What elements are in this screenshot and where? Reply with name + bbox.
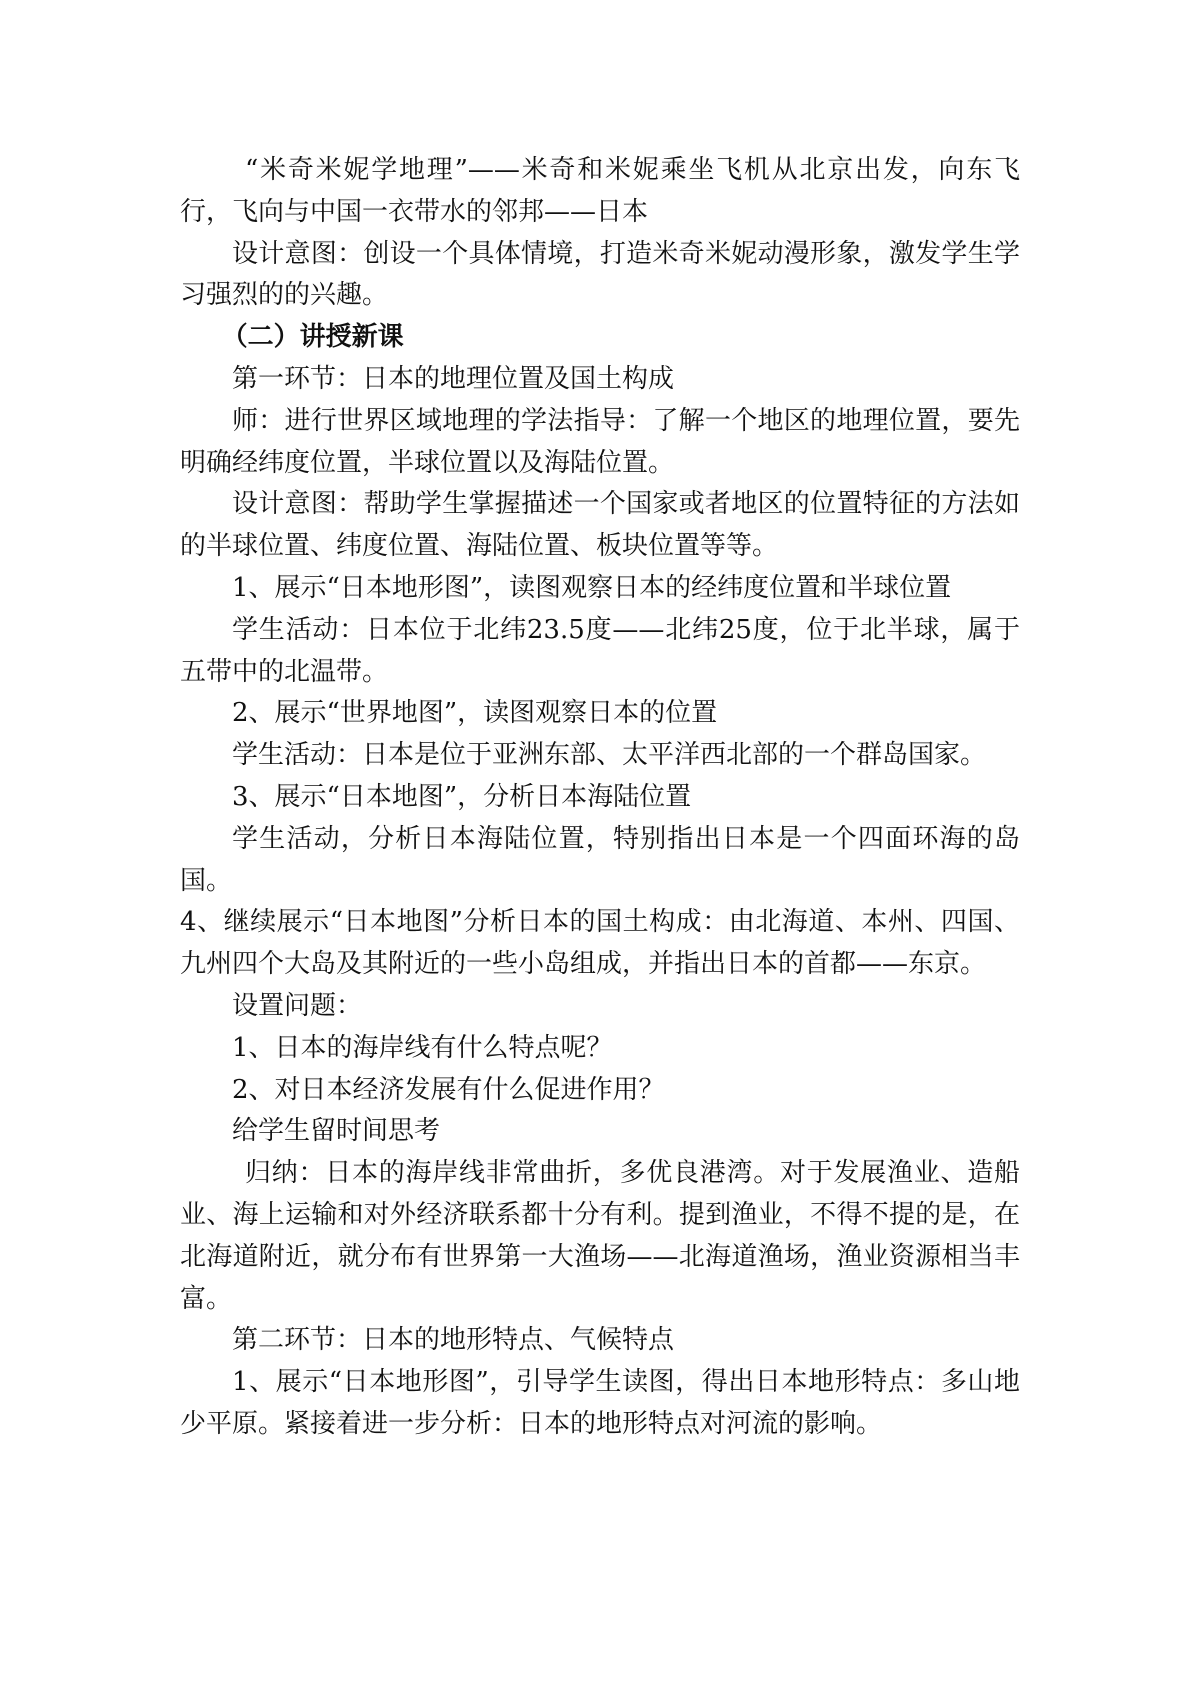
paragraph-questions-label: 设置问题：: [232, 990, 363, 1021]
paragraph-step-1: 1、展示“日本地形图”，读图观察日本的经纬度位置和半球位置: [232, 572, 952, 603]
paragraph-question-1: 1、日本的海岸线有什么特点呢？: [232, 1032, 613, 1063]
paragraph-stage-1-title: 第一环节：日本的地理位置及国土构成: [232, 363, 675, 394]
paragraph-design-intent-1: 设计意图：创设一个具体情境，打造米奇米妮动漫形象，激发学生学习强烈的的兴趣。: [180, 238, 1020, 311]
paragraph-stage-2-title: 第二环节：日本的地形特点、气候特点: [232, 1325, 675, 1356]
paragraph-step-4: 4、继续展示“日本地图”分析日本的国土构成：由北海道、本州、四国、九州四个大岛及其附近的一些小岛组成，并指出日本的首都——东京。: [180, 907, 1020, 980]
paragraph-question-2: 2、对日本经济发展有什么促进作用？: [232, 1074, 665, 1105]
paragraph-step-2: 2、展示“世界地图”，读图观察日本的位置: [232, 698, 718, 729]
paragraph-student-activity-1: 学生活动：日本位于北纬23.5度——北纬25度，位于北半球，属于五带中的北温带。: [180, 614, 1020, 687]
paragraph-stage-2-step-1: 1、展示“日本地形图”，引导学生读图，得出日本地形特点：多山地少平原。紧接着进一步分析：日本的地形特点对河流的影响。: [180, 1367, 1020, 1439]
paragraph-student-activity-3: 学生活动，分析日本海陆位置，特别指出日本是一个四面环海的岛国。: [180, 823, 1020, 896]
paragraph-summary: 归纳：日本的海岸线非常曲折，多优良港湾。对于发展渔业、造船业、海上运输和对外经济联系都十分有利。提到渔业，不得不提的是，在北海道附近，就分布有世界第一大渔场——北海道渔场，渔业资源相当丰富。: [180, 1158, 1020, 1314]
paragraph-thinking-time: 给学生留时间思考: [232, 1116, 441, 1147]
document-body: [180, 150, 1020, 1446]
paragraph-step-3: 3、展示“日本地图”，分析日本海陆位置: [232, 781, 692, 812]
paragraph-student-activity-2: 学生活动：日本是位于亚洲东部、太平洋西北部的一个群岛国家。: [232, 740, 987, 771]
section-heading-new-lesson: （二）讲授新课: [221, 322, 404, 353]
paragraph-intro-scenario: “米奇米妮学地理”——米奇和米妮乘坐飞机从北京出发，向东飞行，飞向与中国一衣带水的邻邦——日本: [180, 155, 1020, 227]
paragraph-teacher-guidance: 师：进行世界区域地理的学法指导：了解一个地区的地理位置，要先明确经纬度位置，半球位置以及海陆位置。: [180, 405, 1020, 478]
paragraph-design-intent-2: 设计意图：帮助学生掌握描述一个国家或者地区的位置特征的方法如的半球位置、纬度位置、海陆位置、板块位置等等。: [180, 489, 1020, 562]
